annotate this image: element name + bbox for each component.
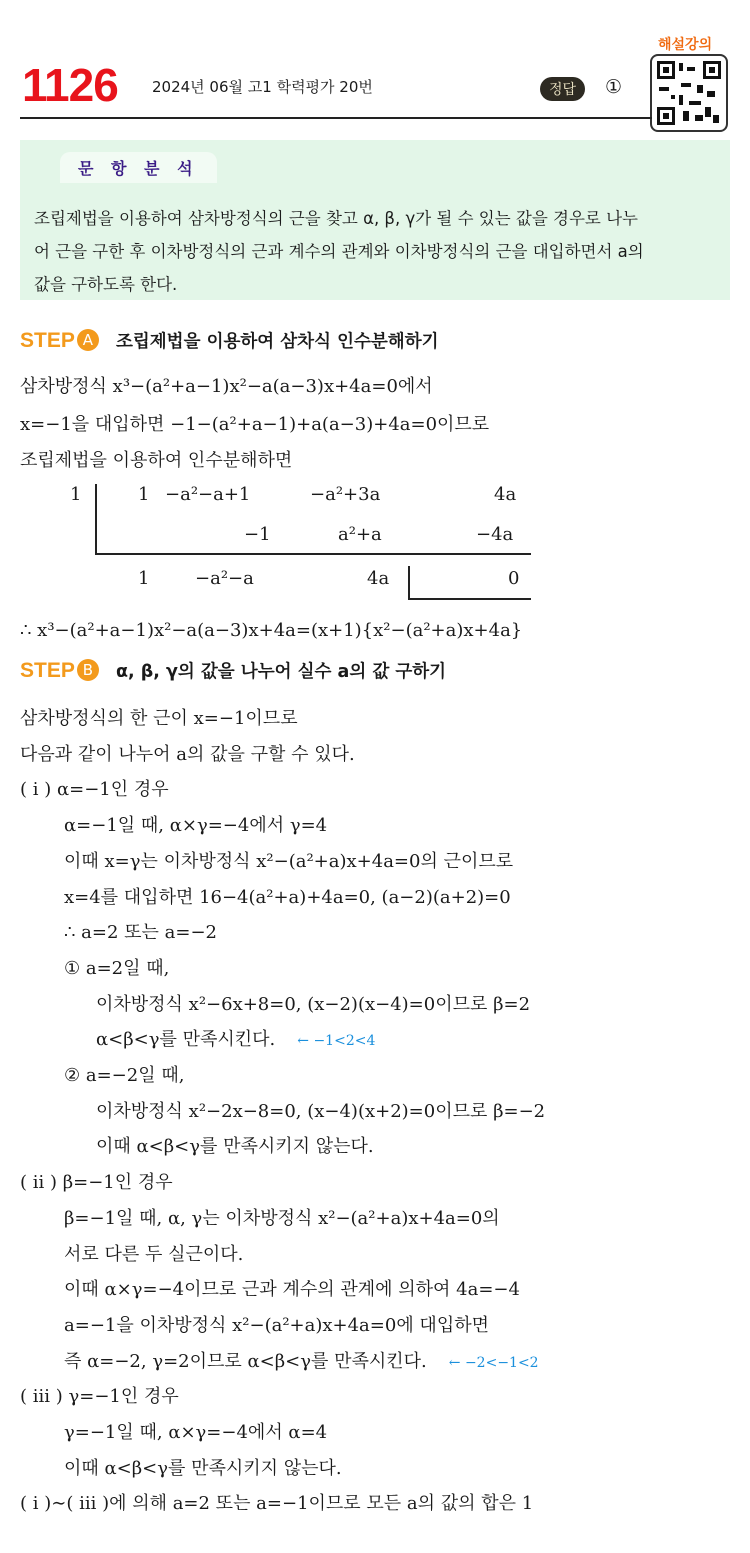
coef: −1: [244, 524, 271, 545]
step-b-header: [20, 658, 446, 683]
line-text: 서로 다른 두 실근이다.: [64, 1243, 244, 1265]
line-text: γ=−1일 때, α×γ=−4에서 α=4: [64, 1422, 328, 1443]
step-label: STEP: [20, 659, 75, 682]
line-text: ( iii ) γ=−1인 경우: [20, 1386, 179, 1408]
line-text: 이차방정식 x²−2x−8=0, (x−4)(x+2)=0이므로 β=−2: [96, 1100, 546, 1122]
line-text: β=−1일 때, α, γ는 이차방정식 x²−(a²+a)x+4a=0의: [64, 1207, 500, 1229]
remainder-horizontal-line: [408, 598, 531, 600]
coef: a²+a: [338, 524, 382, 545]
analysis-line: 조립제법을 이용하여 삼차방정식의 근을 찾고 α, β, γ가 될 수 있는 값을 경우로 나누: [34, 209, 638, 228]
line-text: α<β<γ를 만족시킨다.: [96, 1029, 276, 1051]
coef: −a²−a+1: [165, 484, 251, 505]
text-line: [20, 1168, 173, 1194]
line-text: ( i )∼( iii )에 의해 a=2 또는 a=−1이므로 모든 a의 값의 합은 1: [20, 1493, 534, 1515]
line-text: 삼차방정식의 한 근이 x=−1이므로: [20, 708, 298, 729]
text-line: [64, 811, 327, 837]
line-text: x=4를 대입하면 16−4(a²+a)+4a=0, (a−2)(a+2)=0: [64, 886, 511, 908]
text-line: [64, 1204, 500, 1230]
analysis-line: 어 근을 구한 후 이차방정식의 근과 계수의 관계와 이차방정식의 근을 대입하면서 a의: [34, 242, 644, 261]
line-text: a=−1을 이차방정식 x²−(a²+a)x+4a=0에 대입하면: [64, 1314, 489, 1336]
annotation-note: ← −1<2<4: [297, 1033, 376, 1050]
line-text: 이차방정식 x²−6x+8=0, (x−2)(x−4)=0이므로 β=2: [96, 993, 531, 1015]
step-badge: A: [77, 329, 99, 351]
line-text: 이때 x=γ는 이차방정식 x²−(a²+a)x+4a=0의 근이므로: [64, 850, 514, 872]
text-line: [64, 1347, 539, 1373]
line-text: ① a=2일 때,: [64, 957, 170, 979]
step-title: 조립제법을 이용하여 삼차식 인수분해하기: [115, 332, 439, 352]
answer-badge: 정답: [540, 77, 585, 101]
qr-code-icon[interactable]: [650, 54, 728, 132]
line-text: α=−1일 때, α×γ=−4에서 γ=4: [64, 815, 328, 837]
text-line: [64, 918, 217, 944]
text-line: [20, 704, 298, 730]
problem-number: 1126: [22, 59, 118, 111]
line-text: ∴ a=2 또는 a=−2: [64, 922, 218, 944]
line-text: 이때 α×γ=−4이므로 근과 계수의 관계에 의하여 4a=−4: [64, 1279, 520, 1301]
text-line: 조립제법을 이용하여 인수분해하면: [20, 450, 293, 471]
answer-value: ①: [605, 76, 623, 98]
coef: −a²+3a: [310, 484, 381, 505]
coef: 1: [138, 568, 150, 589]
text-line: [20, 1489, 533, 1515]
line-text: 이때 α<β<γ를 만족시키지 않는다.: [96, 1136, 374, 1158]
text-line: [64, 1061, 184, 1087]
coef: 4a: [494, 484, 517, 505]
step-label: STEP: [20, 329, 75, 352]
text-line: [96, 1025, 375, 1051]
coef: −4a: [476, 524, 514, 545]
line-text: 다음과 같이 나누어 a의 값을 구할 수 있다.: [20, 743, 355, 765]
text-line: [96, 1097, 545, 1123]
text-line: x=−1을 대입하면 −1−(a²+a−1)+a(a−3)+4a=0이므로: [20, 414, 490, 435]
text-line: [64, 1418, 327, 1444]
step-a-header: [20, 328, 439, 353]
step-badge: B: [77, 659, 99, 681]
text-line: [20, 740, 355, 766]
text-line: [64, 883, 511, 909]
text-line: [64, 1275, 520, 1301]
problem-source: 2024년 06월 고1 학력평가 20번: [152, 78, 373, 96]
text-line: [20, 1382, 179, 1408]
analysis-line: 값을 구하도록 한다.: [34, 275, 178, 294]
coef: −a²−a: [195, 568, 254, 589]
annotation-note: ← −2<−1<2: [448, 1354, 539, 1371]
line-text: ( ii ) β=−1인 경우: [20, 1172, 173, 1194]
line-text: ② a=−2일 때,: [64, 1065, 185, 1086]
text-line: [64, 954, 169, 980]
header-divider: [20, 117, 652, 119]
lecture-label: 해설강의: [658, 37, 713, 53]
step-title: α, β, γ의 값을 나누어 실수 a의 값 구하기: [115, 662, 447, 682]
division-horizontal-line: [95, 553, 531, 555]
factorization-result: ∴ x³−(a²+a−1)x²−a(a−3)x+4a=(x+1){x²−(a²+a)x+4a}: [20, 620, 523, 641]
remainder: 0: [508, 568, 520, 589]
line-text: 이때 α<β<γ를 만족시키지 않는다.: [64, 1457, 342, 1479]
line-text: ( i ) α=−1인 경우: [20, 779, 169, 801]
text-line: [64, 1240, 243, 1266]
text-line: 삼차방정식 x³−(a²+a−1)x²−a(a−3)x+4a=0에서: [20, 376, 433, 397]
text-line: [64, 1311, 489, 1337]
divisor: 1: [70, 484, 82, 505]
coef: 1: [138, 484, 150, 505]
text-line: [96, 990, 530, 1016]
coef: 4a: [367, 568, 390, 589]
division-vertical-line: [95, 484, 97, 554]
line-text: 즉 α=−2, γ=2이므로 α<β<γ를 만족시킨다.: [64, 1350, 427, 1372]
text-line: [96, 1132, 374, 1158]
remainder-vertical-line: [408, 566, 410, 598]
text-line: [20, 775, 169, 801]
text-line: [64, 847, 513, 873]
analysis-title: 문 항 분 석: [60, 152, 217, 183]
text-line: [64, 1454, 342, 1480]
